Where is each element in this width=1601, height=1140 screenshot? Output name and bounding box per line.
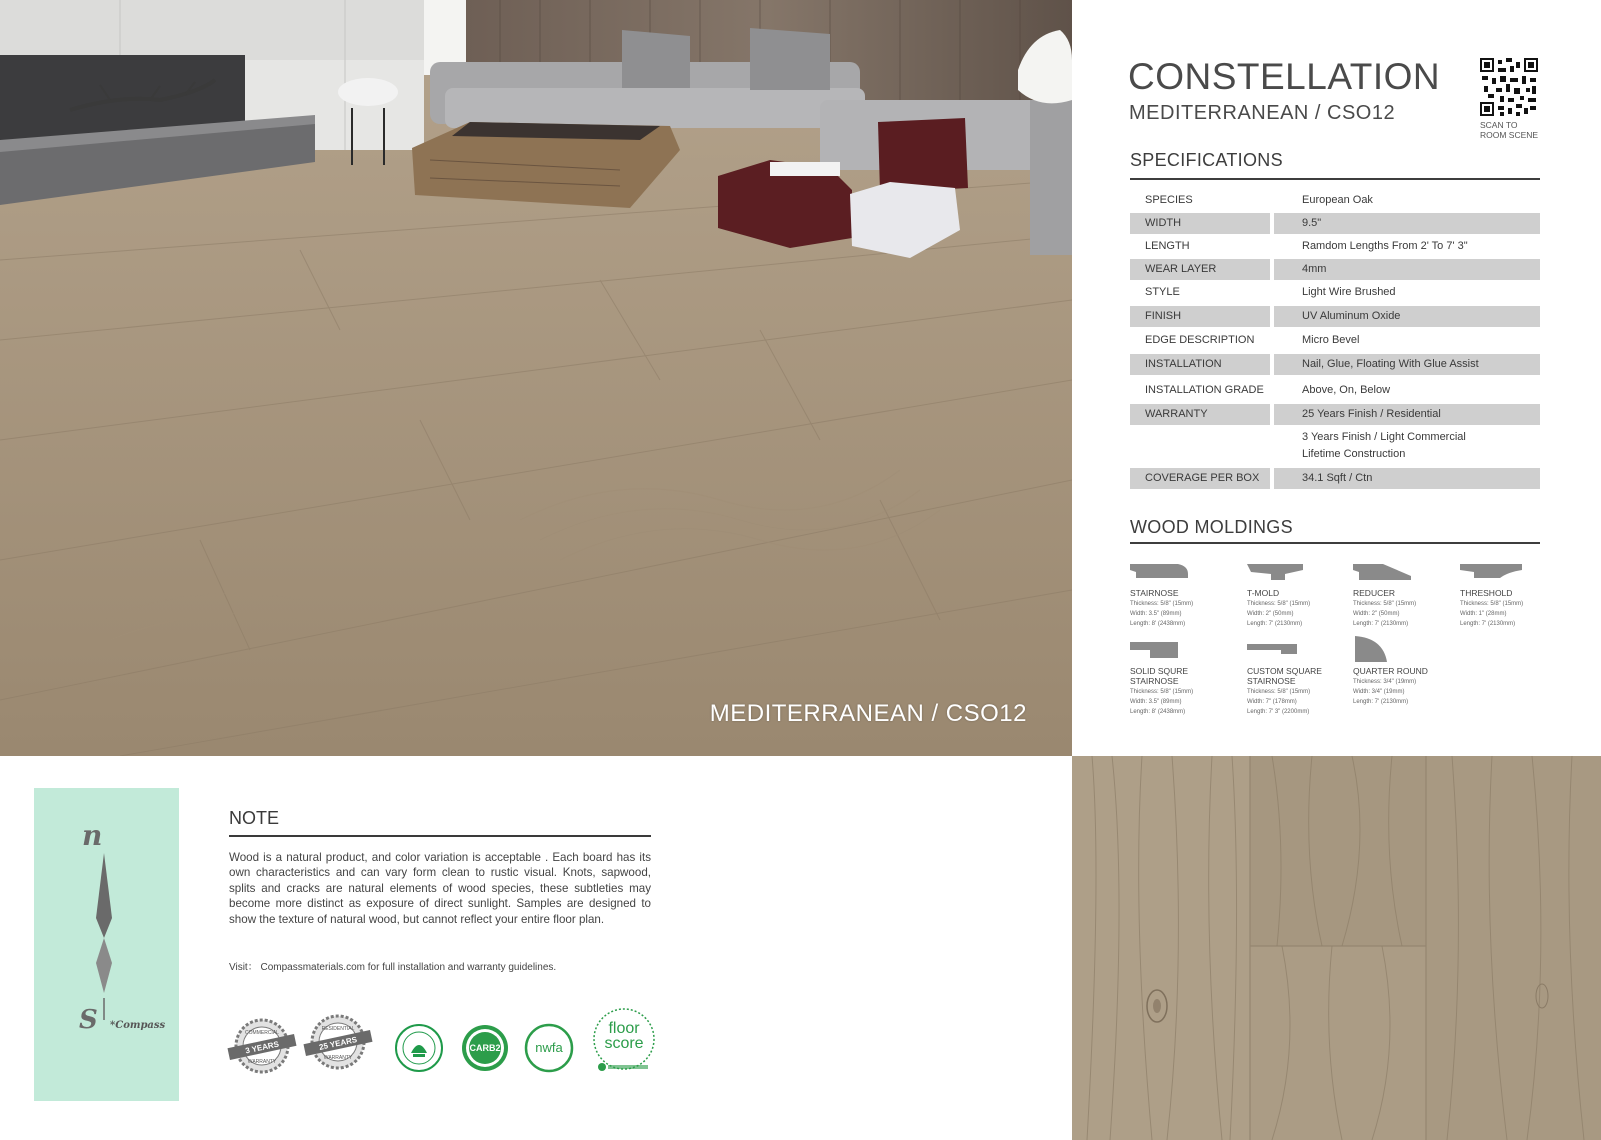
svg-text:score: score (604, 1035, 644, 1052)
spec-row-length: LENGTH Ramdom Lengths From 2' To 7' 3" (1145, 240, 1468, 252)
molding-stairnose: STAIRNOSE Thickness: 5/8" (15mm) Width: 3.5" (89mm) Length: 8' (2438mm) (1130, 562, 1230, 628)
specifications-rule (1130, 178, 1540, 180)
moldings-heading: WOOD MOLDINGS (1130, 517, 1293, 537)
molding-reducer: REDUCER Thickness: 5/8" (15mm) Width: 2" (50mm) Length: 7' (2130mm) (1353, 562, 1453, 628)
molding-solid-square-stairnose: SOLID SQURE STAIRNOSE Thickness: 5/8" (15mm) Width: 3.5" (89mm) Length: 8' (2438mm) (1130, 640, 1230, 716)
spec-row-species: SPECIES European Oak (1145, 194, 1373, 206)
t-mold-profile-icon (1247, 562, 1307, 584)
quarter-round-profile-icon (1353, 634, 1393, 662)
spec-row-style: STYLE Light Wire Brushed (1145, 286, 1396, 298)
brand-letter-bottom: S (79, 1005, 98, 1035)
wood-grain-illustration (1072, 756, 1601, 1140)
certification-badges (226, 1005, 666, 1085)
threshold-profile-icon (1460, 562, 1524, 584)
spec-row-coverage-per-box: COVERAGE PER BOX 34.1 Sqft / Ctn (1130, 468, 1540, 489)
spec-row-finish: FINISH UV Aluminum Oxide (1130, 306, 1540, 327)
epa-badge-icon (394, 1023, 444, 1073)
qr-code-icon[interactable] (1480, 58, 1538, 116)
spec-row-warranty: WARRANTY 25 Years Finish / Residential (1130, 404, 1540, 425)
residential-warranty-badge-icon (302, 1013, 374, 1071)
spec-panel (1072, 0, 1601, 756)
custom-square-stairnose-profile-icon (1247, 640, 1307, 662)
spec-row-installation: INSTALLATION Nail, Glue, Floating With Glue Assist (1130, 354, 1540, 375)
spec-row-width: WIDTH 9.5" (1130, 213, 1540, 234)
commercial-warranty-badge-icon (226, 1017, 298, 1075)
product-subtitle: MEDITERRANEAN / CSO12 (1129, 102, 1396, 124)
spec-row-warranty-extra: 3 Years Finish / Light Commercial Lifetime Construction (1302, 431, 1466, 460)
svg-text:WARRANTY: WARRANTY (247, 1059, 277, 1065)
room-illustration (0, 0, 1072, 756)
moldings-rule (1130, 542, 1540, 544)
stairnose-profile-icon (1130, 562, 1190, 584)
qr-label: SCAN TO ROOM SCENE (1480, 120, 1539, 140)
svg-text:CARB2: CARB2 (469, 1043, 501, 1053)
brand-letter-top: n (82, 819, 103, 852)
brand-card (34, 788, 179, 1101)
svg-text:floor: floor (608, 1020, 640, 1037)
molding-t-mold: T-MOLD Thickness: 5/8" (15mm) Width: 2" (50mm) Length: 7' (2130mm) (1247, 562, 1347, 628)
note-heading: NOTE (229, 808, 280, 828)
svg-text:WARRANTY: WARRANTY (323, 1055, 353, 1061)
spec-row-edge-description: EDGE DESCRIPTION Micro Bevel (1145, 334, 1360, 346)
brand-name: *Compass (110, 1020, 166, 1031)
svg-text:COMMERCIAL: COMMERCIAL (245, 1030, 279, 1036)
svg-text:3 YEARS: 3 YEARS (244, 1039, 280, 1056)
nwfa-badge-icon (524, 1023, 574, 1073)
floorscore-badge-icon (588, 1005, 660, 1077)
collection-title: CONSTELLATION (1128, 56, 1441, 97)
note-body: Wood is a natural product, and color variation is acceptable . Each board has its own characteristics and can vary form clean to rustic visual. Knots, sapwood, splits and cracks are natural elements of wood species, these subtleties may become more distinct as exposure of direct sunlight. Samples are designed to show the texture of natural wood, but cannot reflect your entire floor plan. (229, 851, 651, 926)
room-caption: MEDITERRANEAN / CSO12 (709, 700, 1027, 727)
wood-texture-sample-image (1072, 756, 1601, 1140)
svg-text:RESIDENTIAL: RESIDENTIAL (321, 1026, 355, 1032)
solid-square-stairnose-profile-icon (1130, 640, 1190, 662)
molding-quarter-round: QUARTER ROUND Thickness: 3/4" (19mm) Width: 3/4" (19mm) Length: 7' (2130mm) (1353, 634, 1453, 706)
svg-text:25 YEARS: 25 YEARS (318, 1035, 358, 1052)
spec-row-installation-grade: INSTALLATION GRADE Above, On, Below (1145, 384, 1391, 396)
spec-row-wear-layer: WEAR LAYER 4mm (1130, 259, 1540, 280)
molding-custom-square-stairnose: CUSTOM SQUARE STAIRNOSE Thickness: 5/8" (15mm) Width: 7" (178mm) Length: 7' 3" (2200mm) (1247, 640, 1347, 716)
specifications-heading: SPECIFICATIONS (1130, 150, 1283, 170)
room-scene-image (0, 0, 1072, 756)
note-rule (229, 835, 651, 837)
carb2-badge-icon (460, 1023, 510, 1073)
svg-text:nwfa: nwfa (535, 1040, 563, 1055)
molding-threshold: THRESHOLD Thickness: 5/8" (15mm) Width: 1" (28mm) Length: 7' (2130mm) (1460, 562, 1560, 628)
reducer-profile-icon (1353, 562, 1413, 584)
compass-logo-icon (34, 788, 179, 1101)
visit-link-text[interactable]: Visit： Compassmaterials.com for full installation and warranty guidelines. (229, 962, 557, 973)
